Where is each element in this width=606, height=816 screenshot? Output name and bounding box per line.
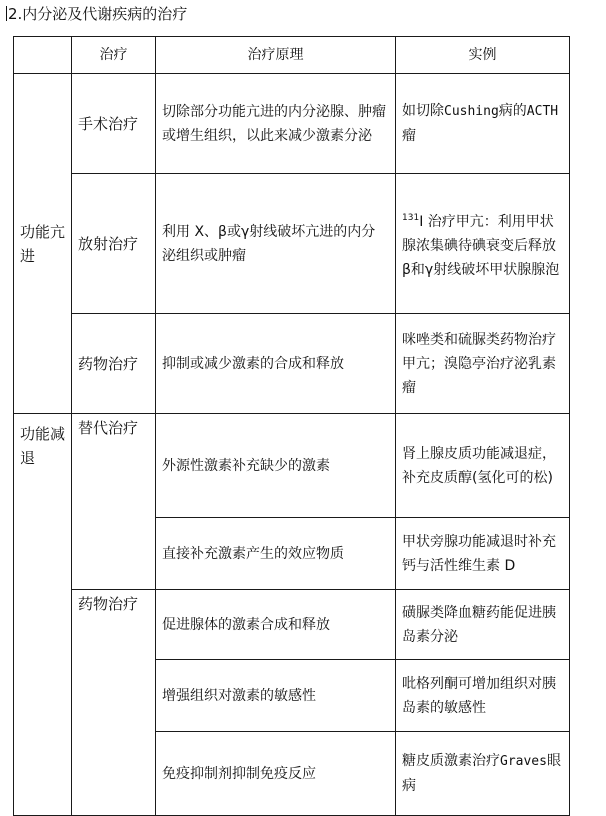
example-text: 糖皮质激素治疗: [402, 753, 500, 769]
example-cell: 咪唑类和硫脲类药物治疗甲亢；溴隐亭治疗泌乳素瘤: [396, 314, 570, 414]
table-row: [14, 174, 570, 314]
example-cell: 吡格列酮可增加组织对胰岛素的敏感性: [396, 660, 570, 732]
method-cell: 放射治疗: [72, 174, 156, 314]
table-row: [14, 414, 570, 518]
document-title: [6, 4, 187, 24]
example-text: 瘤: [402, 128, 416, 144]
example-cell: 肾上腺皮质功能减退症，补充皮质醇(氢化可的松): [396, 414, 570, 518]
header-example: 实例: [396, 37, 570, 74]
method-cell: 替代治疗: [72, 414, 156, 590]
example-latin: Cushing: [444, 104, 499, 119]
example-latin: Graves: [500, 754, 547, 769]
example-cell: [396, 74, 570, 174]
principle-cell: 促进腺体的激素合成和释放: [156, 590, 396, 660]
table-header-row: [14, 37, 570, 74]
method-cell: 手术治疗: [72, 74, 156, 174]
example-cell: [396, 732, 570, 816]
category-cell-hypo: 功能减退: [14, 414, 72, 816]
example-text: 病的: [498, 103, 527, 119]
principle-cell: 切除部分功能亢进的内分泌腺、肿瘤或增生组织，以此来减少激素分泌: [156, 74, 396, 174]
document-title-text: 2.内分泌及代谢疾病的治疗: [8, 5, 188, 23]
text-cursor: [6, 6, 7, 21]
example-text: I 治疗甲亢：利用甲状腺浓集碘待碘衰变后释放β和γ射线破坏甲状腺腺泡: [402, 213, 560, 278]
example-cell: 磺脲类降血糖药能促进胰岛素分泌: [396, 590, 570, 660]
example-latin: ACTH: [526, 104, 559, 119]
header-category: [14, 37, 72, 74]
table-row: [14, 314, 570, 414]
method-cell: 药物治疗: [72, 314, 156, 414]
principle-cell: 抑制或减少激素的合成和释放: [156, 314, 396, 414]
example-text: 如切除: [402, 103, 444, 119]
example-cell: 甲状旁腺功能减退时补充钙与活性维生素 D: [396, 518, 570, 590]
principle-cell: 增强组织对激素的敏感性: [156, 660, 396, 732]
principle-cell: 利用 X、β或γ射线破坏亢进的内分泌组织或肿瘤: [156, 174, 396, 314]
table-row: [14, 74, 570, 174]
example-text: 眼病: [402, 753, 561, 794]
method-cell: 药物治疗: [72, 590, 156, 816]
principle-cell: 外源性激素补充缺少的激素: [156, 414, 396, 518]
header-principle: 治疗原理: [156, 37, 396, 74]
treatment-table: [13, 36, 570, 816]
principle-cell: 免疫抑制剂抑制免疫反应: [156, 732, 396, 816]
example-cell: [396, 174, 570, 314]
header-method: 治疗: [72, 37, 156, 74]
category-cell-hyper: 功能亢进: [14, 74, 72, 414]
principle-cell: 直接补充激素产生的效应物质: [156, 518, 396, 590]
table-row: [14, 590, 570, 660]
isotope-superscript: 131: [402, 212, 420, 223]
